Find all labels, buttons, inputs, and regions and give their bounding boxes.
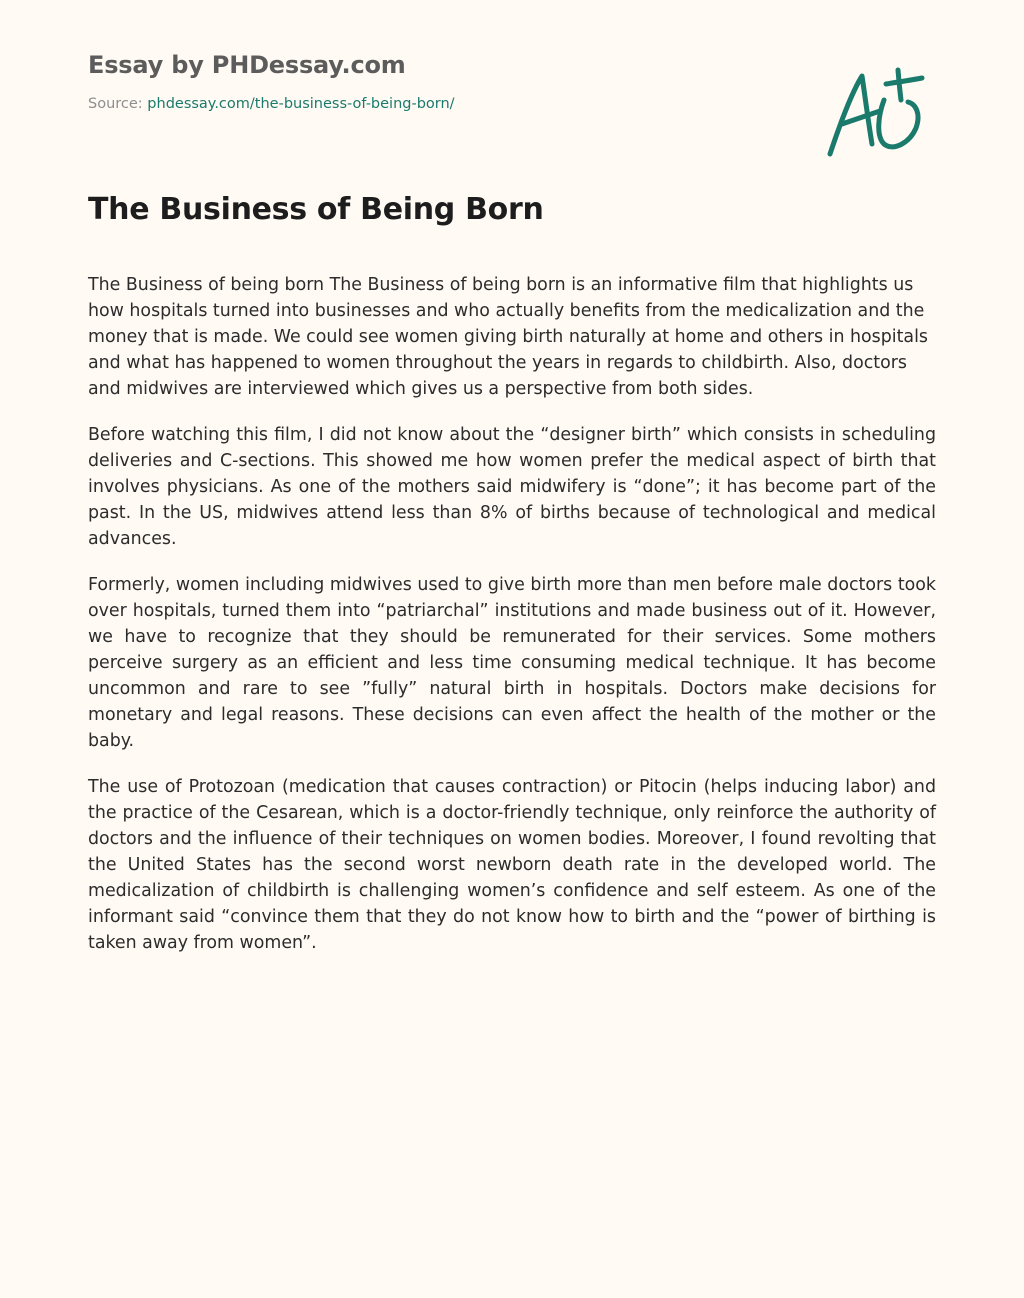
essay-title: The Business of Being Born [88,192,544,227]
source-link[interactable]: phdessay.com/the-business-of-being-born/ [147,96,455,112]
essay-paragraph: Before watching this film, I did not know about the “designer birth” which consists in scheduling deliveries and C-sections. This showed me how women prefer the medical aspect of birth that involves physicians. As one of the mothers said midwifery is “done”; it has become part of the past. In the US, midwives attend less than 8% of births because of technological and medical advances. [88,425,936,549]
source-line [88,94,808,114]
essay-paragraph: The Business of being born The Business of being born is an informative film that highlights us how hospitals turned into businesses and who actually benefits from the medicalization and the money that is made. We could see women giving birth naturally at home and others in hospitals and what has happened to women throughout the years in regards to childbirth. Also, doctors and midwives are interviewed which gives us a perspective from both sides. [88,275,928,399]
a-plus-grade-icon [818,62,930,162]
page-header [88,48,808,114]
site-brand: Essay by PHDessay.com [88,51,406,79]
essay-paragraph: The use of Protozoan (medication that causes contraction) or Pitocin (helps inducing labor) and the practice of the Cesarean, which is a doctor-friendly technique, only reinforce the authority of doctors and the influence of their techniques on women bodies. Moreover, I found revolting that the United States has the second worst newborn death rate in the developed world. The medicalization of childbirth is challenging women’s confidence and self esteem. As one of the informant said “convince them that they do not know how to birth and the “power of birthing is taken away from women”. [88,777,936,953]
essay-body [88,272,936,976]
source-label: Source: [88,96,143,112]
essay-paragraph: Formerly, women including midwives used to give birth more than men before male doctors took over hospitals, turned them into “patriarchal” institutions and made business out of it. However, we have to recognize that they should be remunerated for their services. Some mothers perceive surgery as an efficient and less time consuming medical technique. It has become uncommon and rare to see ”fully” natural birth in hospitals. Doctors make decisions for monetary and legal reasons. These decisions can even affect the health of the mother or the baby. [88,575,936,751]
